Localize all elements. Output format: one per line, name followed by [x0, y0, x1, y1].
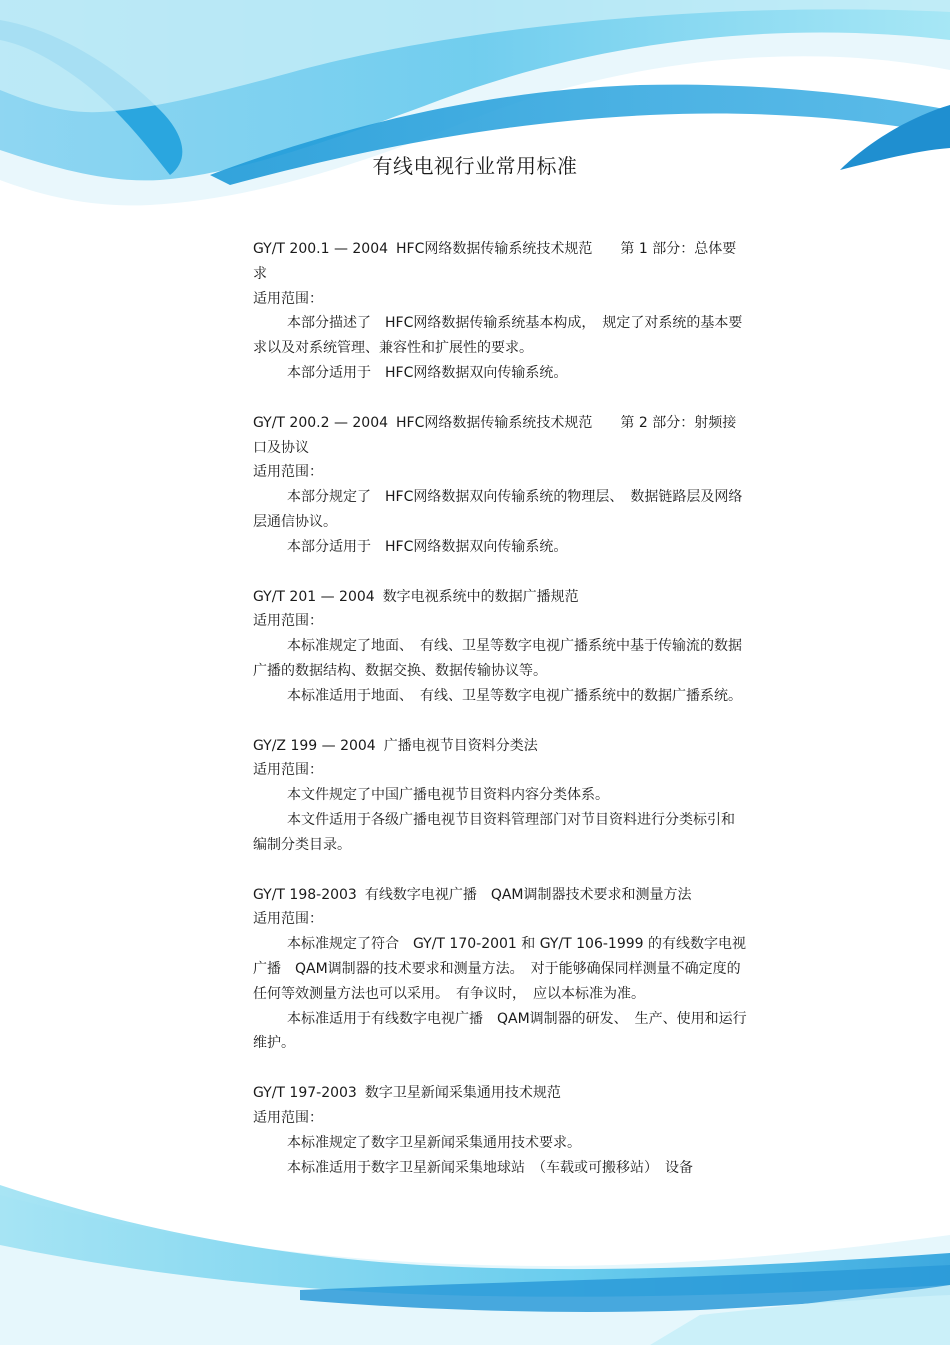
standard-name: HFC网络数据传输系统技术规范 第 2 部分：射频接口及协议 [253, 414, 737, 456]
standard-heading [253, 585, 748, 610]
standard-name: 广播电视节目资料分类法 [383, 737, 538, 754]
scope-paragraph: 本部分描述了 HFC网络数据传输系统基本构成， 规定了对系统的基本要求以及对系统管理、兼容性和扩展性的要求。 [253, 315, 743, 357]
standard-entry [253, 883, 748, 1057]
scope-paragraph: 本标准适用于地面、 有线、卫星等数字电视广播系统中的数据广播系统。 [287, 687, 742, 704]
scope-paragraph: 本标准规定了数字卫星新闻采集通用技术要求。 [287, 1134, 581, 1151]
standard-code: GY/T 200.2 — 2004 [253, 414, 389, 431]
standard-name: HFC网络数据传输系统技术规范 第 1 部分：总体要求 [253, 241, 737, 282]
scope-label: 适用范围： [253, 911, 323, 928]
scope-paragraph: 本标准适用于数字卫星新闻采集地球站 （车载或可搬移站） 设备 [287, 1159, 693, 1176]
standard-heading [253, 883, 748, 908]
scope-paragraph: 本标准适用于有线数字电视广播 QAM调制器的研发、 生产、使用和运行维护。 [253, 1010, 747, 1052]
scope-paragraph: 本标准规定了符合 GY/T 170-2001 和 GY/T 106-1999 的有线数字电视广播 QAM调制器的技术要求和测量方法。 对于能够确保同样测量不确定度的任何等效测量方法也可以采用。 有争议时， 应以本标准为准。 [253, 936, 746, 1002]
standard-entry [253, 734, 748, 858]
standard-heading [253, 237, 748, 287]
standard-code: GY/T 198-2003 [253, 886, 357, 903]
scope-label: 适用范围： [253, 613, 323, 630]
scope-label: 适用范围： [253, 762, 323, 779]
document-title: 有线电视行业常用标准 [372, 154, 578, 178]
scope-paragraph: 本标准规定了地面、 有线、卫星等数字电视广播系统中基于传输流的数据广播的数据结构、数据交换、数据传输协议等。 [253, 638, 742, 679]
scope-label: 适用范围： [253, 464, 323, 481]
document-body [253, 237, 748, 1205]
standard-entry [253, 411, 748, 560]
standard-code: GY/T 201 — 2004 [253, 588, 375, 605]
standard-entry [253, 585, 748, 709]
standard-heading [253, 734, 748, 759]
standard-name: 数字电视系统中的数据广播规范 [382, 588, 579, 605]
scope-paragraph: 本文件适用于各级广播电视节目资料管理部门对节目资料进行分类标引和编制分类目录。 [253, 811, 735, 853]
standard-entry [253, 1081, 748, 1180]
scope-label: 适用范围： [253, 1109, 323, 1126]
scope-label: 适用范围： [253, 290, 323, 307]
standard-code: GY/T 197-2003 [253, 1085, 357, 1102]
top-wave-decoration [0, 0, 950, 240]
standard-heading [253, 411, 748, 461]
standard-heading [253, 1081, 748, 1106]
scope-paragraph: 本部分规定了 HFC网络数据双向传输系统的物理层、 数据链路层及网络层通信协议。 [253, 489, 743, 530]
standard-name: 数字卫星新闻采集通用技术规范 [364, 1085, 561, 1102]
standard-code: GY/Z 199 — 2004 [253, 737, 376, 754]
standard-entry [253, 237, 748, 386]
standard-name: 有线数字电视广播 QAM调制器技术要求和测量方法 [364, 886, 692, 903]
scope-paragraph: 本部分适用于 HFC网络数据双向传输系统。 [287, 538, 568, 555]
scope-paragraph: 本文件规定了中国广播电视节目资料内容分类体系。 [287, 787, 609, 804]
scope-paragraph: 本部分适用于 HFC网络数据双向传输系统。 [287, 364, 568, 381]
standard-code: GY/T 200.1 — 2004 [253, 241, 389, 257]
